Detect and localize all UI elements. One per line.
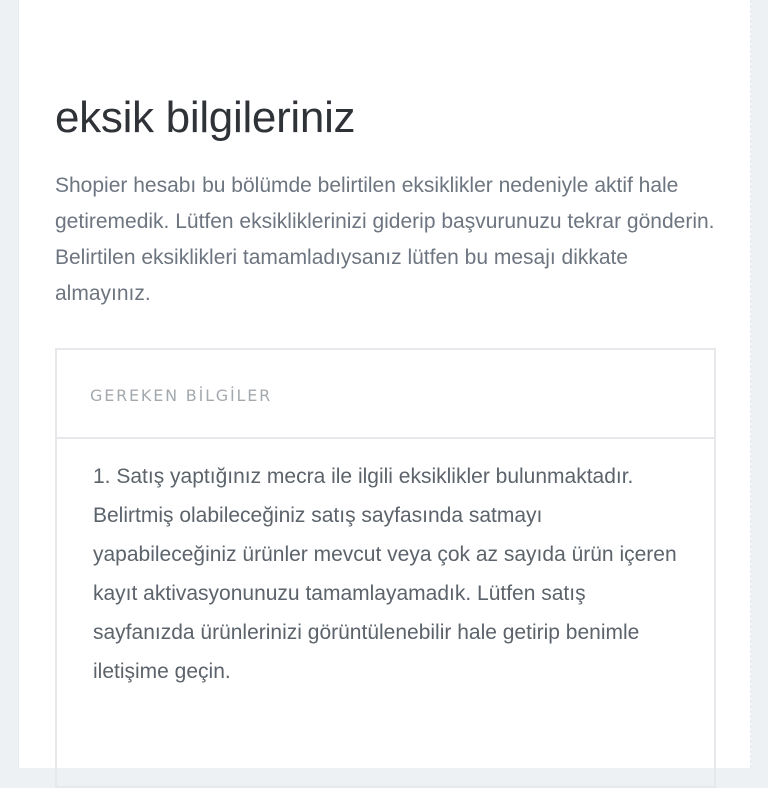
required-info-item: 1. Satış yaptığınız mecra ile ilgili eksiklikler bulunmaktadır. Belirtmiş olabileceğiniz satış sayfasında satmayı yapabileceğiniz ürünler mevcut veya çok az sayıda ürün içeren kayıt aktivasyonunuzu tamamlayamadık. Lütfen satış sayfanızda ürünlerinizi görüntülenebilir hale getirip benimle iletişime geçin. xyxy=(93,465,677,683)
required-info-body xyxy=(57,439,714,691)
required-info-header-label: GEREKEN BİLGİLER xyxy=(90,386,273,405)
content-card xyxy=(18,0,751,768)
page-title: eksik bilgileriniz xyxy=(55,93,356,142)
required-info-box xyxy=(55,348,716,788)
page-description: Shopier hesabı bu bölümde belirtilen eksiklikler nedeniyle aktif hale getiremedik. Lütfen eksikliklerinizi giderip başvurunuzu tekrar gönderin. Belirtilen eksiklikleri tamamladıysanız lütfen bu mesajı dikkate almayınız. xyxy=(55,174,715,305)
required-info-header xyxy=(57,350,714,439)
